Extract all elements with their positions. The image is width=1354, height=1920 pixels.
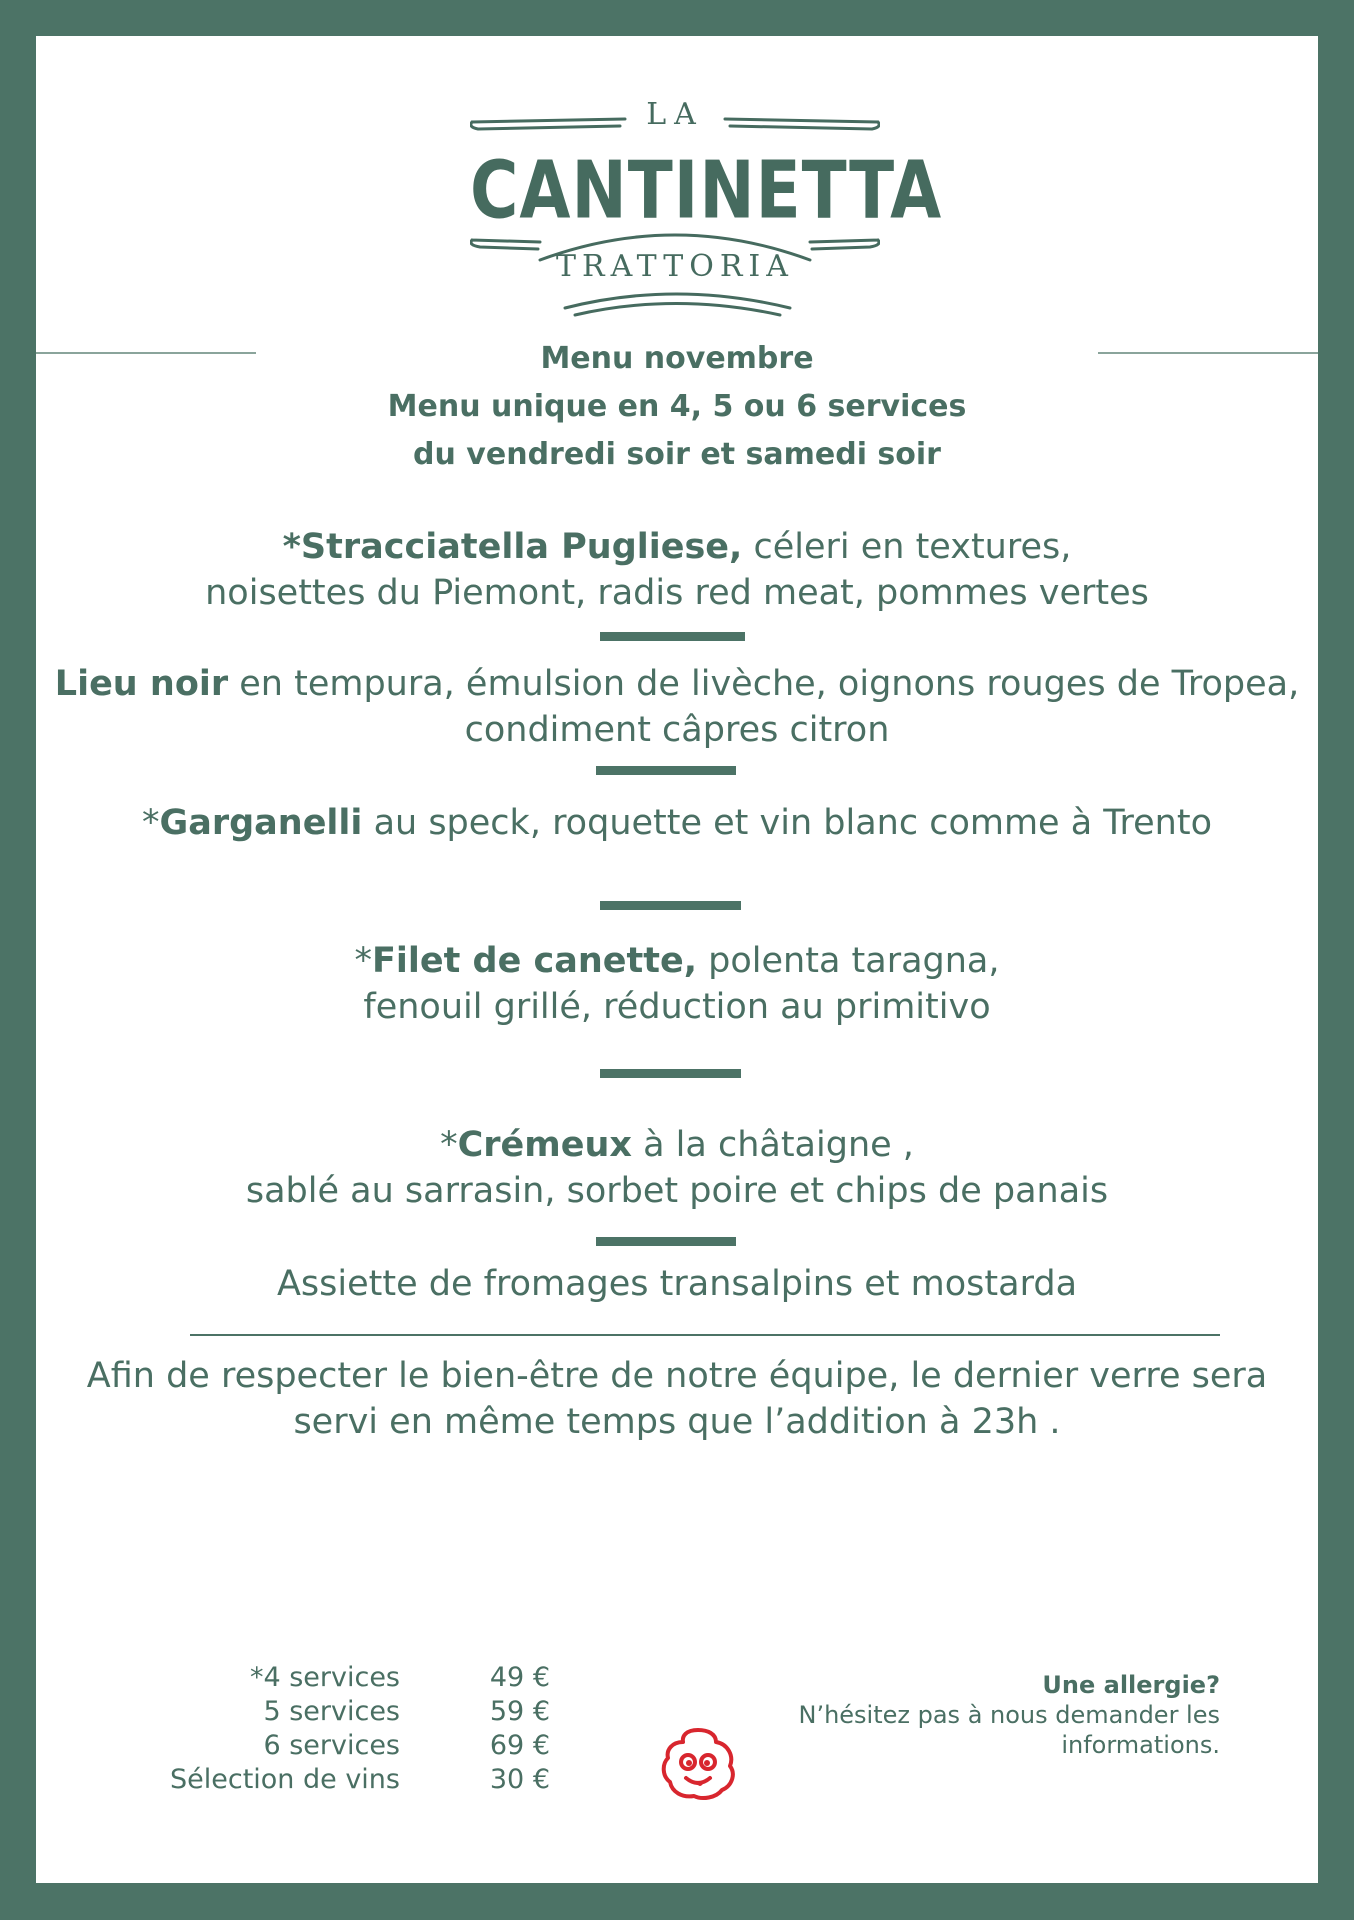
course-4-marker: * bbox=[354, 941, 372, 981]
michelin-bibendum-icon bbox=[658, 1726, 738, 1806]
course-separator bbox=[596, 1237, 736, 1246]
note-divider bbox=[190, 1334, 1220, 1336]
course-1-desc: céleri en textures, bbox=[742, 527, 1072, 567]
course-3-name: Garganelli bbox=[159, 803, 363, 843]
course-2-line2: condiment câpres citron bbox=[464, 710, 890, 750]
course-4-name: Filet de canette, bbox=[371, 941, 698, 981]
course-4-line2: fenouil grillé, réduction au primitivo bbox=[363, 987, 991, 1027]
course-separator bbox=[596, 766, 736, 775]
price-value: 59 € bbox=[489, 1696, 550, 1727]
course-5-desc: à la châtaigne , bbox=[631, 1125, 914, 1165]
allergy-notice bbox=[780, 1670, 1220, 1760]
menu-schedule: du vendredi soir et samedi soir bbox=[413, 437, 941, 472]
course-separator bbox=[600, 901, 741, 910]
price-label: 5 services bbox=[263, 1696, 400, 1727]
course-separator bbox=[600, 1069, 741, 1078]
restaurant-logo bbox=[470, 95, 943, 325]
course-separator bbox=[600, 632, 745, 641]
menu-title: Menu novembre bbox=[540, 341, 814, 376]
price-value: 49 € bbox=[489, 1662, 550, 1693]
course-3-marker: * bbox=[142, 803, 160, 843]
course-2-name: Lieu noir bbox=[54, 664, 229, 704]
price-value: 30 € bbox=[489, 1764, 550, 1795]
course-2-desc: en tempura, émulsion de livèche, oignons rouges de Tropea, bbox=[228, 664, 1300, 704]
closing-note-line2: servi en même temps que l’addition à 23h . bbox=[293, 1402, 1061, 1442]
price-row bbox=[150, 1695, 550, 1729]
course-5-marker: * bbox=[440, 1125, 458, 1165]
closing-note-line1: Afin de respecter le bien-être de notre équipe, le dernier verre sera bbox=[86, 1356, 1268, 1396]
price-row bbox=[150, 1763, 550, 1797]
menu-subtitle: Menu unique en 4, 5 ou 6 services bbox=[387, 389, 967, 424]
course-6 bbox=[60, 1261, 1294, 1307]
course-3-desc: au speck, roquette et vin blanc comme à Trento bbox=[362, 803, 1212, 843]
course-1 bbox=[60, 524, 1294, 616]
price-label: *4 services bbox=[249, 1662, 400, 1693]
logo-cantinetta: CANTINETTA bbox=[470, 144, 943, 237]
course-6-desc: Assiette de fromages transalpins et mostarda bbox=[276, 1264, 1078, 1304]
logo-trattoria: TRATTORIA bbox=[556, 249, 794, 284]
allergy-line1: N’hésitez pas à nous demander les bbox=[798, 1701, 1220, 1729]
course-1-name: *Stracciatella Pugliese, bbox=[282, 527, 743, 567]
price-list bbox=[150, 1661, 550, 1797]
price-value: 69 € bbox=[489, 1730, 550, 1761]
price-row bbox=[150, 1729, 550, 1763]
course-4-desc: polenta taragna, bbox=[697, 941, 1000, 981]
price-label: 6 services bbox=[263, 1730, 400, 1761]
course-3 bbox=[60, 800, 1294, 846]
course-5-line2: sablé au sarrasin, sorbet poire et chips de panais bbox=[245, 1171, 1109, 1211]
closing-note bbox=[40, 1353, 1314, 1445]
course-2 bbox=[40, 661, 1314, 753]
course-4 bbox=[60, 938, 1294, 1030]
course-5 bbox=[60, 1122, 1294, 1214]
allergy-line2: informations. bbox=[1061, 1731, 1220, 1759]
allergy-title: Une allergie? bbox=[1042, 1671, 1220, 1699]
price-label: Sélection de vins bbox=[169, 1764, 400, 1795]
course-5-name: Crémeux bbox=[457, 1125, 632, 1165]
logo-la: LA bbox=[646, 97, 704, 132]
price-row bbox=[150, 1661, 550, 1695]
course-1-line2: noisettes du Piemont, radis red meat, pommes vertes bbox=[205, 573, 1149, 613]
